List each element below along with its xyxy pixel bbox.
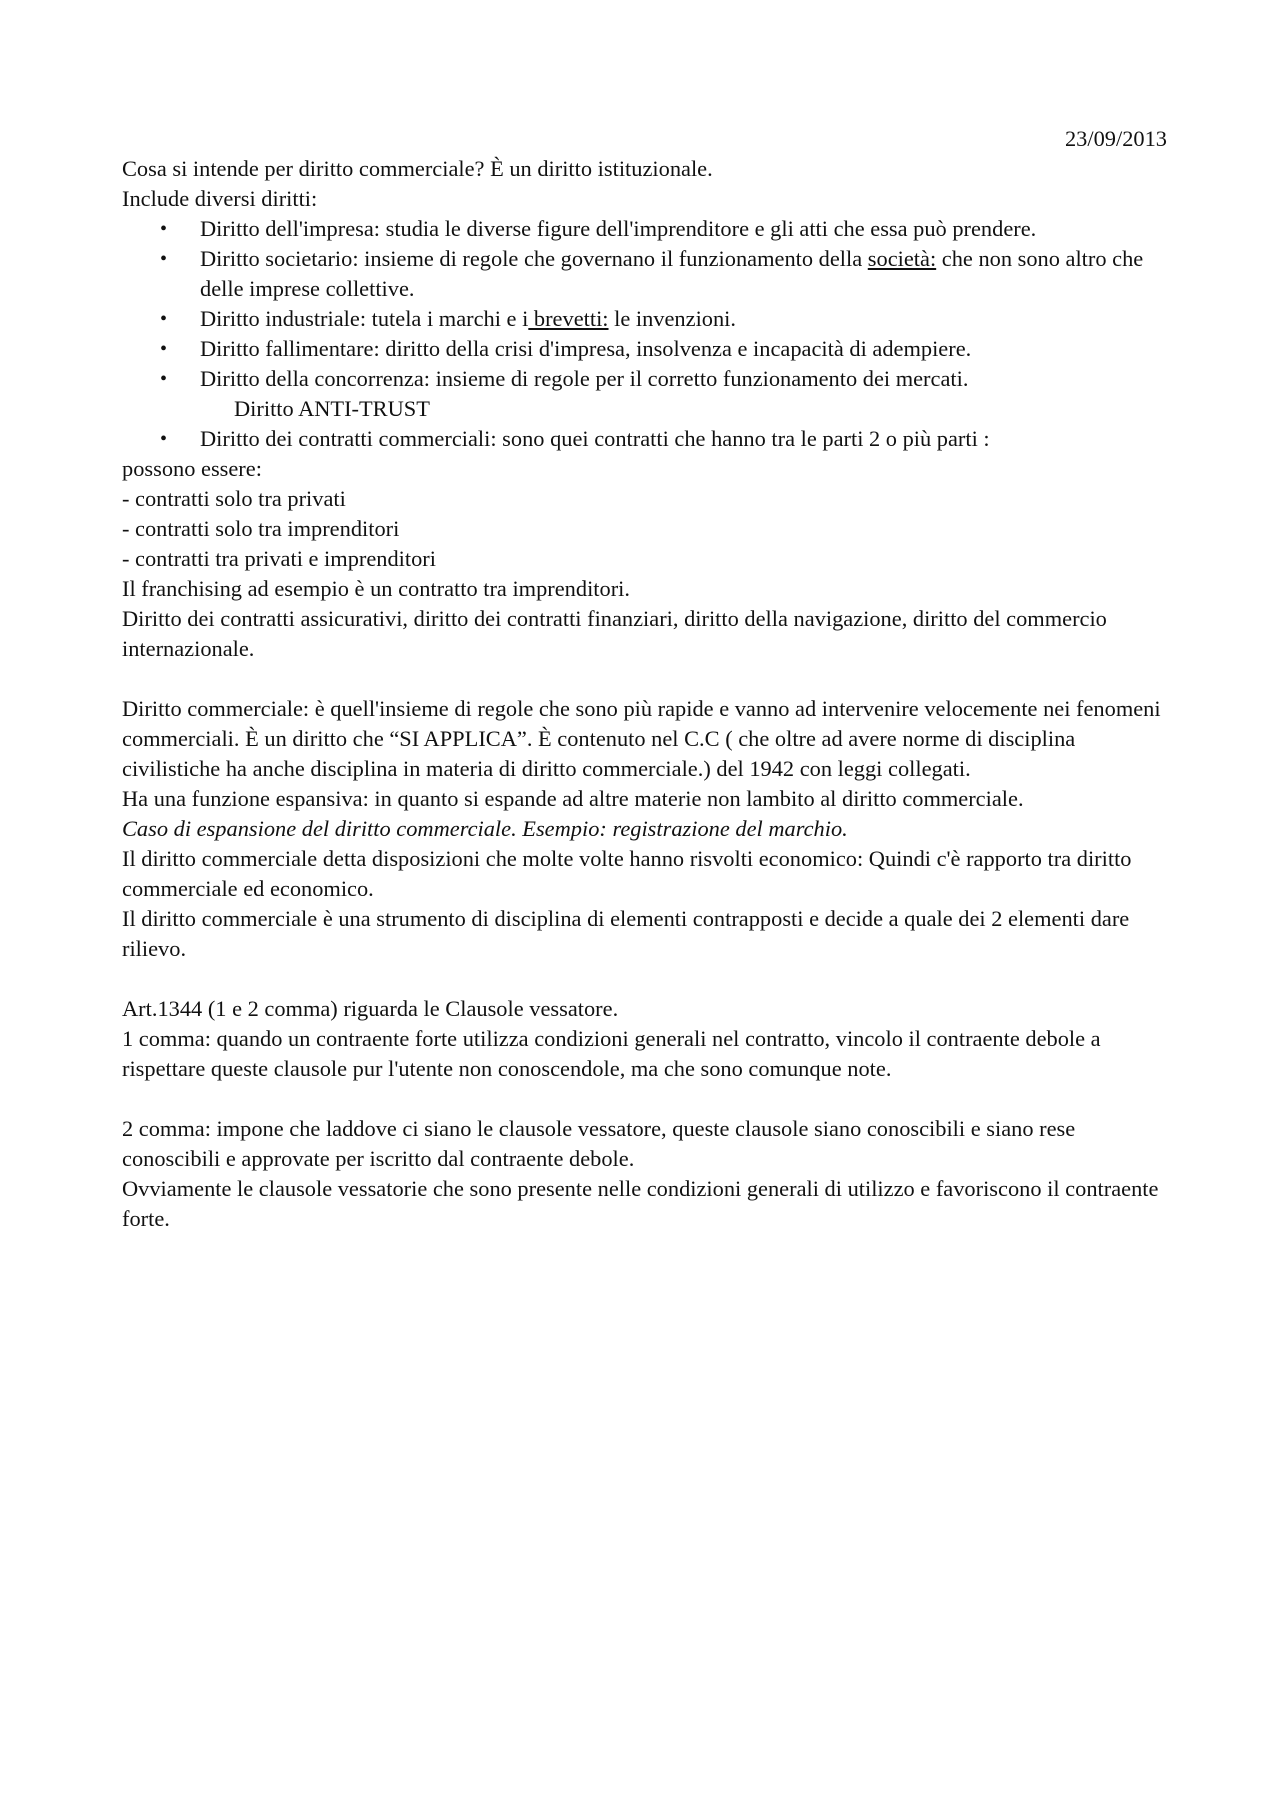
blank-line xyxy=(122,964,1167,994)
paragraph: - contratti tra privati e imprenditori xyxy=(122,546,436,571)
paragraph: Ha una funzione espansiva: in quanto si espande ad altre materie non lambito al diritto commerciale. xyxy=(122,786,1024,811)
list-item-text: Diritto societario: insieme di regole che governano il funzionamento della xyxy=(200,246,868,271)
list-item xyxy=(122,424,1167,454)
document-date: 23/09/2013 xyxy=(1064,126,1167,151)
underlined-term: brevetti: xyxy=(528,306,609,331)
list-item-text: Diritto della concorrenza: insieme di regole per il corretto funzionamento dei mercati. xyxy=(200,366,969,391)
paragraph: Il diritto commerciale è una strumento di disciplina di elementi contrapposti e decide a quale dei 2 elementi dare rilievo. xyxy=(122,906,1130,961)
list-item xyxy=(122,214,1167,244)
intro-line: Cosa si intende per diritto commerciale? È un diritto istituzionale. xyxy=(122,156,713,181)
paragraph: Art.1344 (1 e 2 comma) riguarda le Clausole vessatore. xyxy=(122,996,619,1021)
paragraph: Diritto dei contratti assicurativi, diritto dei contratti finanziari, diritto della navigazione, diritto del commercio internazionale. xyxy=(122,606,1107,661)
paragraph: Il diritto commerciale detta disposizioni che molte volte hanno risvolti economico: Quindi c'è rapporto tra diritto commerciale ed economico. xyxy=(122,846,1132,901)
paragraph: Il franchising ad esempio è un contratto tra imprenditori. xyxy=(122,576,630,601)
paragraph: 1 comma: quando un contraente forte utilizza condizioni generali nel contratto, vincolo il contraente debole a rispettare queste clausole pur l'utente non conoscendole, ma che sono comunque note. xyxy=(122,1026,1101,1081)
paragraph: 2 comma: impone che laddove ci siano le clausole vessatore, queste clausole siano conoscibili e siano rese conoscibili e approvate per iscritto dal contraente debole. xyxy=(122,1116,1076,1171)
list-item xyxy=(122,364,1167,394)
list-item xyxy=(122,334,1167,364)
document-body xyxy=(122,124,1167,1234)
list-item-text: Diritto fallimentare: diritto della crisi d'impresa, insolvenza e incapacità di adempiere. xyxy=(200,336,972,361)
list-item-text: Diritto industriale: tutela i marchi e i xyxy=(200,306,529,331)
list-item xyxy=(122,244,1167,304)
paragraph: Diritto commerciale: è quell'insieme di regole che sono più rapide e vanno ad intervenire velocemente nei fenomeni commerciali. È un diritto che “SI APPLICA”. È contenuto nel C.C ( che oltre ad avere norme di disciplina civilistiche ha anche disciplina in materia di diritto commerciale.) del 1942 con leggi collegati. xyxy=(122,696,1161,781)
blank-line xyxy=(122,664,1167,694)
list-item-text: che non sono altro che delle imprese collettive. xyxy=(200,246,1144,301)
paragraph: possono essere: xyxy=(122,456,262,481)
list-item-text: Diritto dei contratti commerciali: sono quei contratti che hanno tra le parti 2 o più parti : xyxy=(200,426,990,451)
bullet-icon: • xyxy=(160,338,168,360)
rights-list xyxy=(122,214,1167,394)
blank-line xyxy=(122,1084,1167,1114)
bullet-icon: • xyxy=(160,368,168,390)
bullet-icon: • xyxy=(160,218,168,240)
list-item-text: Diritto dell'impresa: studia le diverse figure dell'imprenditore e gli atti che essa può prendere. xyxy=(200,216,1037,241)
bullet-icon: • xyxy=(160,428,168,450)
intro-line: Include diversi diritti: xyxy=(122,186,318,211)
underlined-term: società: xyxy=(867,246,937,271)
rights-list-continued xyxy=(122,424,1167,454)
paragraph: Ovviamente le clausole vessatorie che sono presente nelle condizioni generali di utilizzo e favoriscono il contraente forte. xyxy=(122,1176,1159,1231)
paragraph: - contratti solo tra imprenditori xyxy=(122,516,400,541)
list-item-text: le invenzioni. xyxy=(608,306,736,331)
list-item xyxy=(122,304,1167,334)
list-item-subline: Diritto ANTI-TRUST xyxy=(234,396,430,421)
bullet-icon: • xyxy=(160,248,168,270)
bullet-icon: • xyxy=(160,308,168,330)
italic-paragraph: Caso di espansione del diritto commerciale. Esempio: registrazione del marchio. xyxy=(122,816,848,841)
paragraph: - contratti solo tra privati xyxy=(122,486,346,511)
